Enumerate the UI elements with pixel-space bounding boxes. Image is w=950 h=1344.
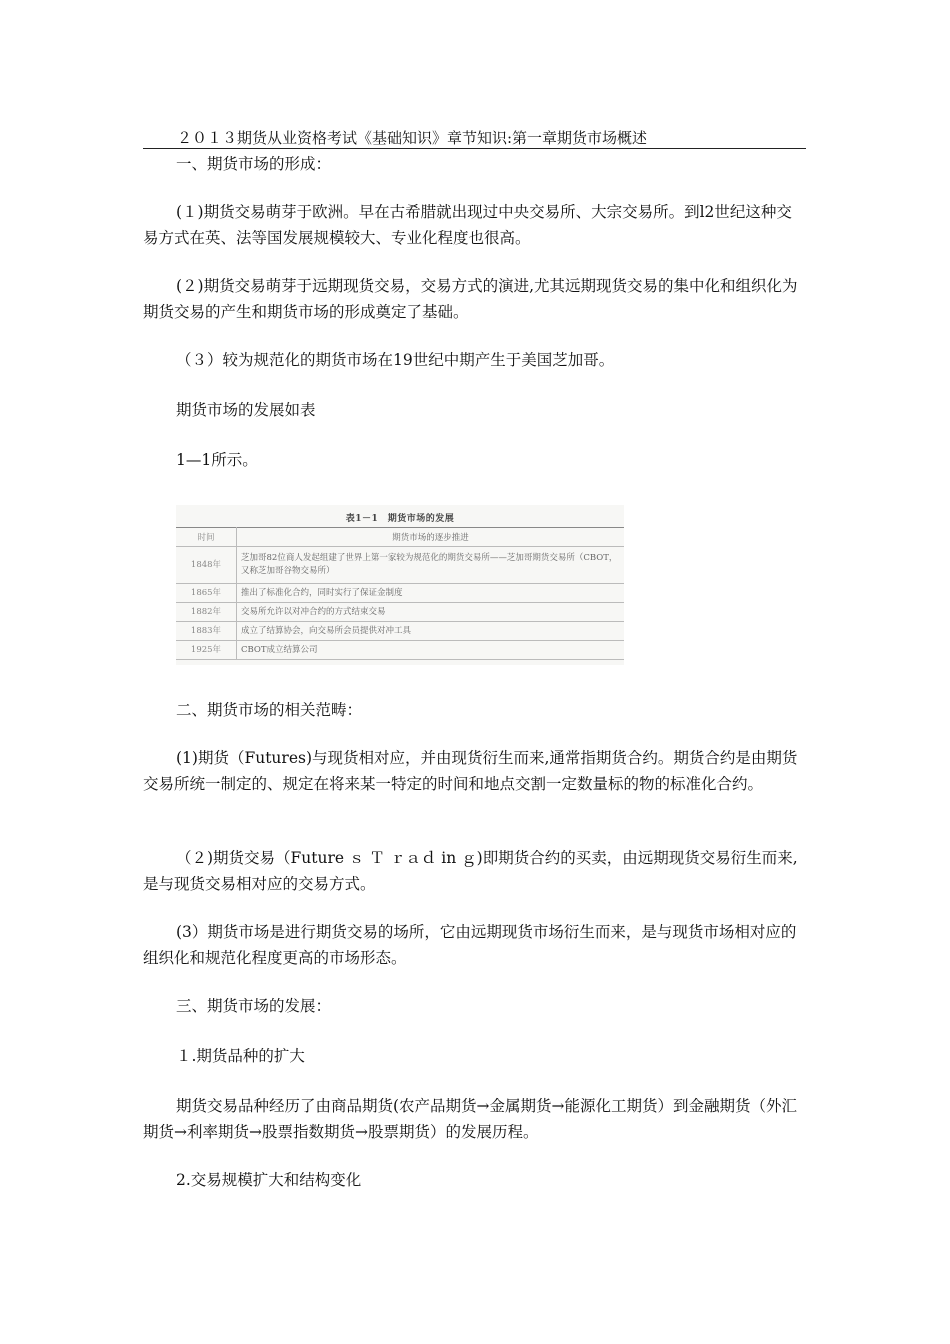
table-cell-event: 推出了标准化合约，同时实行了保证金制度 xyxy=(237,584,625,603)
table-row xyxy=(176,547,624,584)
table-row xyxy=(176,584,624,603)
table-row xyxy=(176,603,624,622)
table-row xyxy=(176,622,624,641)
section-1-paragraph-1: (１)期货交易萌芽于欧洲。早在古希腊就出现过中央交易所、大宗交易所。到l2世纪这种交易方式在英、法等国发展规模较大、专业化程度也很高。 xyxy=(143,203,792,247)
table-header-row xyxy=(176,528,624,547)
section-3-subheading-1: １.期货品种的扩大 xyxy=(176,1047,305,1065)
table-row xyxy=(176,641,624,660)
section-2-paragraph-3: (3）期货市场是进行期货交易的场所，它由远期现货市场衍生而来，是与现货市场相对应的组织化和规范化程度更高的市场形态。 xyxy=(143,923,797,967)
table-cell-event: CBOT成立结算公司 xyxy=(237,641,625,660)
section-2-paragraph-2: （２)期货交易（Future ｓ Ｔ ｒａｄ in ｇ)即期货合约的买卖，由远期现货交易衍生而来,是与现货交易相对应的交易方式。 xyxy=(143,849,798,893)
section-1-paragraph-2: (２)期货交易萌芽于远期现货交易，交易方式的演进,尤其远期现货交易的集中化和组织化为期货交易的产生和期货市场的形成奠定了基础。 xyxy=(143,277,798,321)
table-cell-event: 成立了结算协会，向交易所会员提供对冲工具 xyxy=(237,622,625,641)
column-header-year: 时间 xyxy=(176,528,237,547)
figure-caption: 表1－1 期货市场的发展 xyxy=(345,514,455,524)
section-2-paragraph-1: (1)期货（Futures)与现货相对应，并由现货衍生而来,通常指期货合约。期货合约是由期货交易所统一制定的、规定在将来某一特定的时间和地点交割一定数量标的物的标准化合约。 xyxy=(143,749,798,793)
table-cell-event: 芝加哥82位商人发起组建了世界上第一家较为规范化的期货交易所——芝加哥期货交易所（CBOT，又称芝加哥谷物交易所） xyxy=(237,547,625,584)
table-cell-year: 1848年 xyxy=(176,547,237,584)
section-1-heading: 一、期货市场的形成： xyxy=(176,155,332,173)
table-cell-year: 1882年 xyxy=(176,603,237,622)
section-1-paragraph-5: 1—1所示。 xyxy=(176,451,258,469)
table-figure-image xyxy=(176,505,624,665)
section-2-heading: 二、期货市场的相关范畴： xyxy=(176,701,363,719)
section-3-heading: 三、期货市场的发展： xyxy=(176,997,332,1015)
section-1-paragraph-3: （３）较为规范化的期货市场在19世纪中期产生于美国芝加哥。 xyxy=(176,351,615,369)
table-cell-event: 交易所允许以对冲合约的方式结束交易 xyxy=(237,603,625,622)
section-3-paragraph-1: 期货交易品种经历了由商品期货(农产品期货→金属期货→能源化工期货）到金融期货（外汇期货→利率期货→股票指数期货→股票期货）的发展历程。 xyxy=(143,1097,798,1141)
document-title: ２０１３期货从业资格考试《基础知识》章节知识:第一章期货市场概述 xyxy=(177,129,648,147)
section-3-subheading-2: 2.交易规模扩大和结构变化 xyxy=(176,1171,362,1189)
futures-history-table xyxy=(176,527,624,660)
section-1-paragraph-4: 期货市场的发展如表 xyxy=(176,401,316,419)
table-cell-year: 1883年 xyxy=(176,622,237,641)
table-cell-year: 1925年 xyxy=(176,641,237,660)
table-cell-year: 1865年 xyxy=(176,584,237,603)
header-divider xyxy=(143,148,806,149)
column-header-event: 期货市场的逐步推进 xyxy=(237,528,625,547)
